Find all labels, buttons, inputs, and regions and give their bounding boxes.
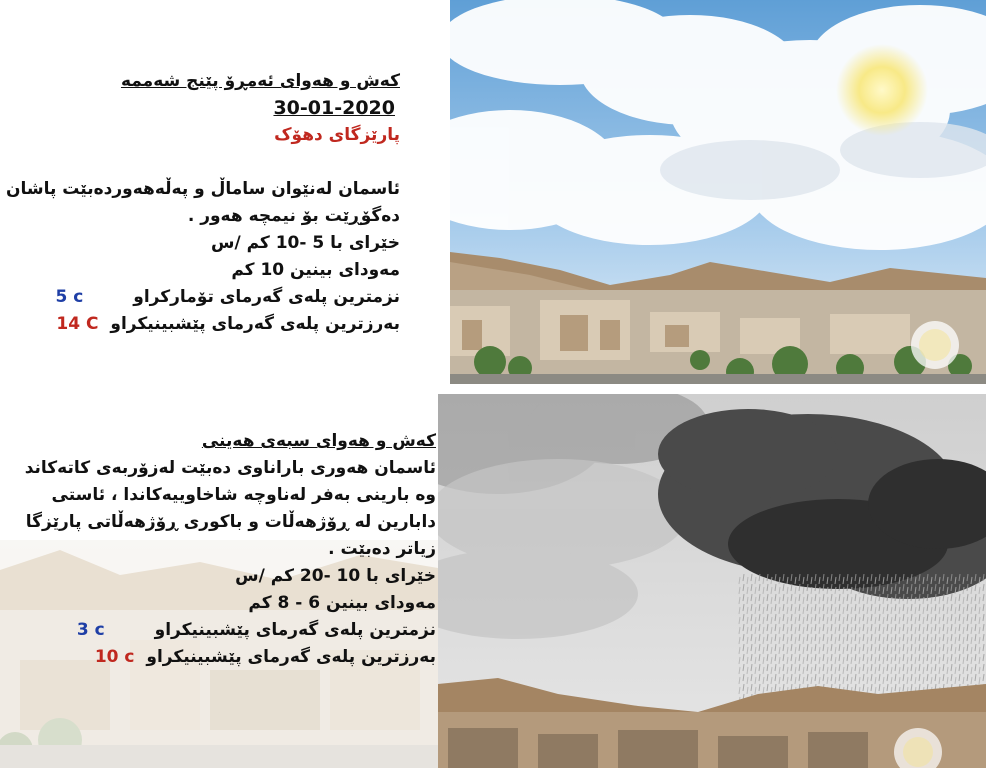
today-high-temp xyxy=(0,311,400,338)
tomorrow-high-temp xyxy=(0,644,436,671)
today-date: 30-01-2020 xyxy=(273,97,395,119)
today-high-value: 14 C xyxy=(56,314,99,334)
tomorrow-forecast xyxy=(0,428,436,671)
sunny-city-image xyxy=(450,0,986,384)
tomorrow-sky-line-4: زیاتر دەبێت . xyxy=(328,539,436,559)
tomorrow-sky-line-2: وە بارینی بەفر لەناوچە شاخاوییەکاندا ، ئاستی xyxy=(51,485,436,505)
today-sky-line-2: دەگۆڕێت بۆ نیمچە هەور . xyxy=(187,206,400,226)
tomorrow-low-temp xyxy=(0,617,436,644)
tomorrow-low-value: 3 c xyxy=(76,620,105,640)
tomorrow-sky-line-1: ئاسمان هەوری باراناوی دەبێت لەزۆربەی کاتەکاند xyxy=(24,458,436,478)
spacer xyxy=(0,149,400,176)
today-wind: خێرای با 5 -10 کم /س xyxy=(210,233,400,253)
today-low-value: 5 c xyxy=(55,287,84,307)
today-sky-line-1: ئاسمان لەنێوان ساماڵ و پەڵەهەوردەبێت پاشان xyxy=(6,179,400,199)
tomorrow-sky-line-3: دابارین لە ڕۆژهەڵات و باکوری ڕۆژهەڵاتی پارێزگا xyxy=(25,512,436,532)
today-high-label: بەرزترین پلەی گەرمای پێشبینیکراو xyxy=(110,314,400,334)
province-name: پارێزگای دهۆک xyxy=(274,125,400,145)
tomorrow-heading: کەش و هەوای سبەی هەینی xyxy=(201,431,436,451)
tomorrow-visibility: مەودای بینین 6 - 8 کم xyxy=(248,593,436,613)
today-low-temp xyxy=(0,284,400,311)
tomorrow-high-value: 10 c xyxy=(94,647,135,667)
today-low-label: نزمترین پلەی گەرمای تۆمارکراو xyxy=(133,287,400,307)
today-heading: کەش و هەوای ئەمڕۆ پێنج شەممە xyxy=(120,71,400,91)
tomorrow-low-label: نزمترین پلەی گەرمای پێشبینیکراو xyxy=(154,620,436,640)
tomorrow-wind: خێرای با 10 -20 کم /س xyxy=(235,566,436,586)
rainy-city-image xyxy=(438,394,986,768)
today-forecast xyxy=(0,68,400,338)
tomorrow-high-label: بەرزترین پلەی گەرمای پێشبینیکراو xyxy=(146,647,436,667)
today-visibility: مەودای بینین 10 کم xyxy=(231,260,400,280)
